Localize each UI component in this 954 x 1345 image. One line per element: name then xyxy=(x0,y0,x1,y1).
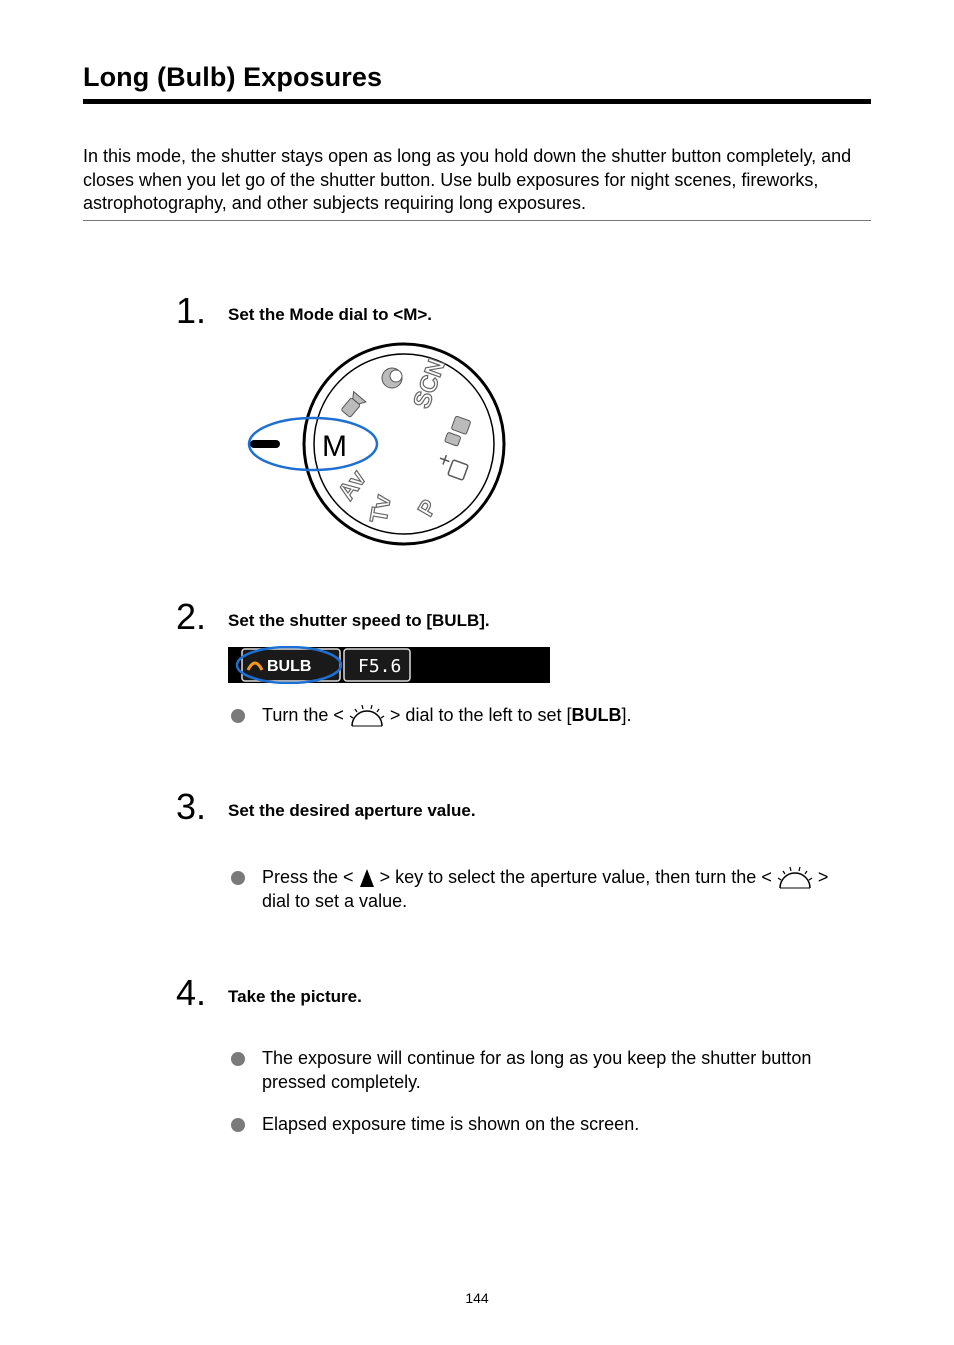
step-1-number: 1. xyxy=(176,290,207,331)
bullet-text: pressed completely. xyxy=(262,1071,421,1092)
bullet-text: > key to select the aperture value, then turn the < xyxy=(379,867,772,887)
dial-mode-tv: Tv xyxy=(365,492,397,526)
step-4-number: 4. xyxy=(176,972,207,1013)
step-4-bullet-1 xyxy=(262,1047,872,1094)
bullet-text: ]. xyxy=(621,705,632,725)
step-4-bullet-2: Elapsed exposure time is shown on the screen. xyxy=(262,1114,640,1134)
dial-index-mark xyxy=(250,440,280,448)
step-2-title: Set the shutter speed to [BULB]. xyxy=(228,611,490,630)
up-arrow-key-icon xyxy=(359,868,375,888)
dial-mode-p: P xyxy=(412,495,442,521)
camera-display-strip xyxy=(228,646,550,684)
intro-rule xyxy=(83,220,871,221)
bullet-text: The exposure will continue for as long as you keep the shutter button xyxy=(262,1048,812,1068)
mode-dial-illustration xyxy=(240,340,510,550)
step-2-bullet xyxy=(262,704,632,728)
main-dial-icon xyxy=(349,704,385,728)
step-2-number: 2. xyxy=(176,596,207,637)
bullet-text: Press the < xyxy=(262,867,354,887)
dial-mode-av: Av xyxy=(332,465,373,506)
aperture-value: F5.6 xyxy=(358,656,402,677)
bullet-bold-text: BULB xyxy=(571,705,622,725)
step-3-bullet xyxy=(262,866,872,914)
bullet-dot xyxy=(231,1118,245,1132)
dial-mode-m: M xyxy=(322,430,347,463)
title-rule xyxy=(83,99,871,104)
bullet-dot xyxy=(231,1052,245,1066)
bullet-dot xyxy=(231,871,245,885)
page-title: Long (Bulb) Exposures xyxy=(83,62,383,92)
bullet-text: Turn the < xyxy=(262,705,344,725)
step-4-title: Take the picture. xyxy=(228,987,362,1006)
bullet-text: > xyxy=(817,867,829,887)
step-1-title: Set the Mode dial to <M>. xyxy=(228,305,433,324)
main-dial-icon xyxy=(777,866,813,890)
step-3-number: 3. xyxy=(176,786,207,827)
dial-mode-scn: SCN xyxy=(408,355,451,413)
bullet-dot xyxy=(231,709,245,723)
step-3-title: Set the desired aperture value. xyxy=(228,801,476,820)
page-number: 144 xyxy=(465,1290,489,1306)
bullet-text: > dial to the left to set [ xyxy=(389,705,572,725)
shutter-speed-value: BULB xyxy=(267,658,312,675)
bullet-text: dial to set a value. xyxy=(262,891,408,912)
intro-paragraph: In this mode, the shutter stays open as long as you hold down the shutter button completely, and closes when you let go of the shutter button. Use bulb exposures for night scenes, fireworks, astrophotography, and other subjects requiring long exposures. xyxy=(83,146,852,213)
